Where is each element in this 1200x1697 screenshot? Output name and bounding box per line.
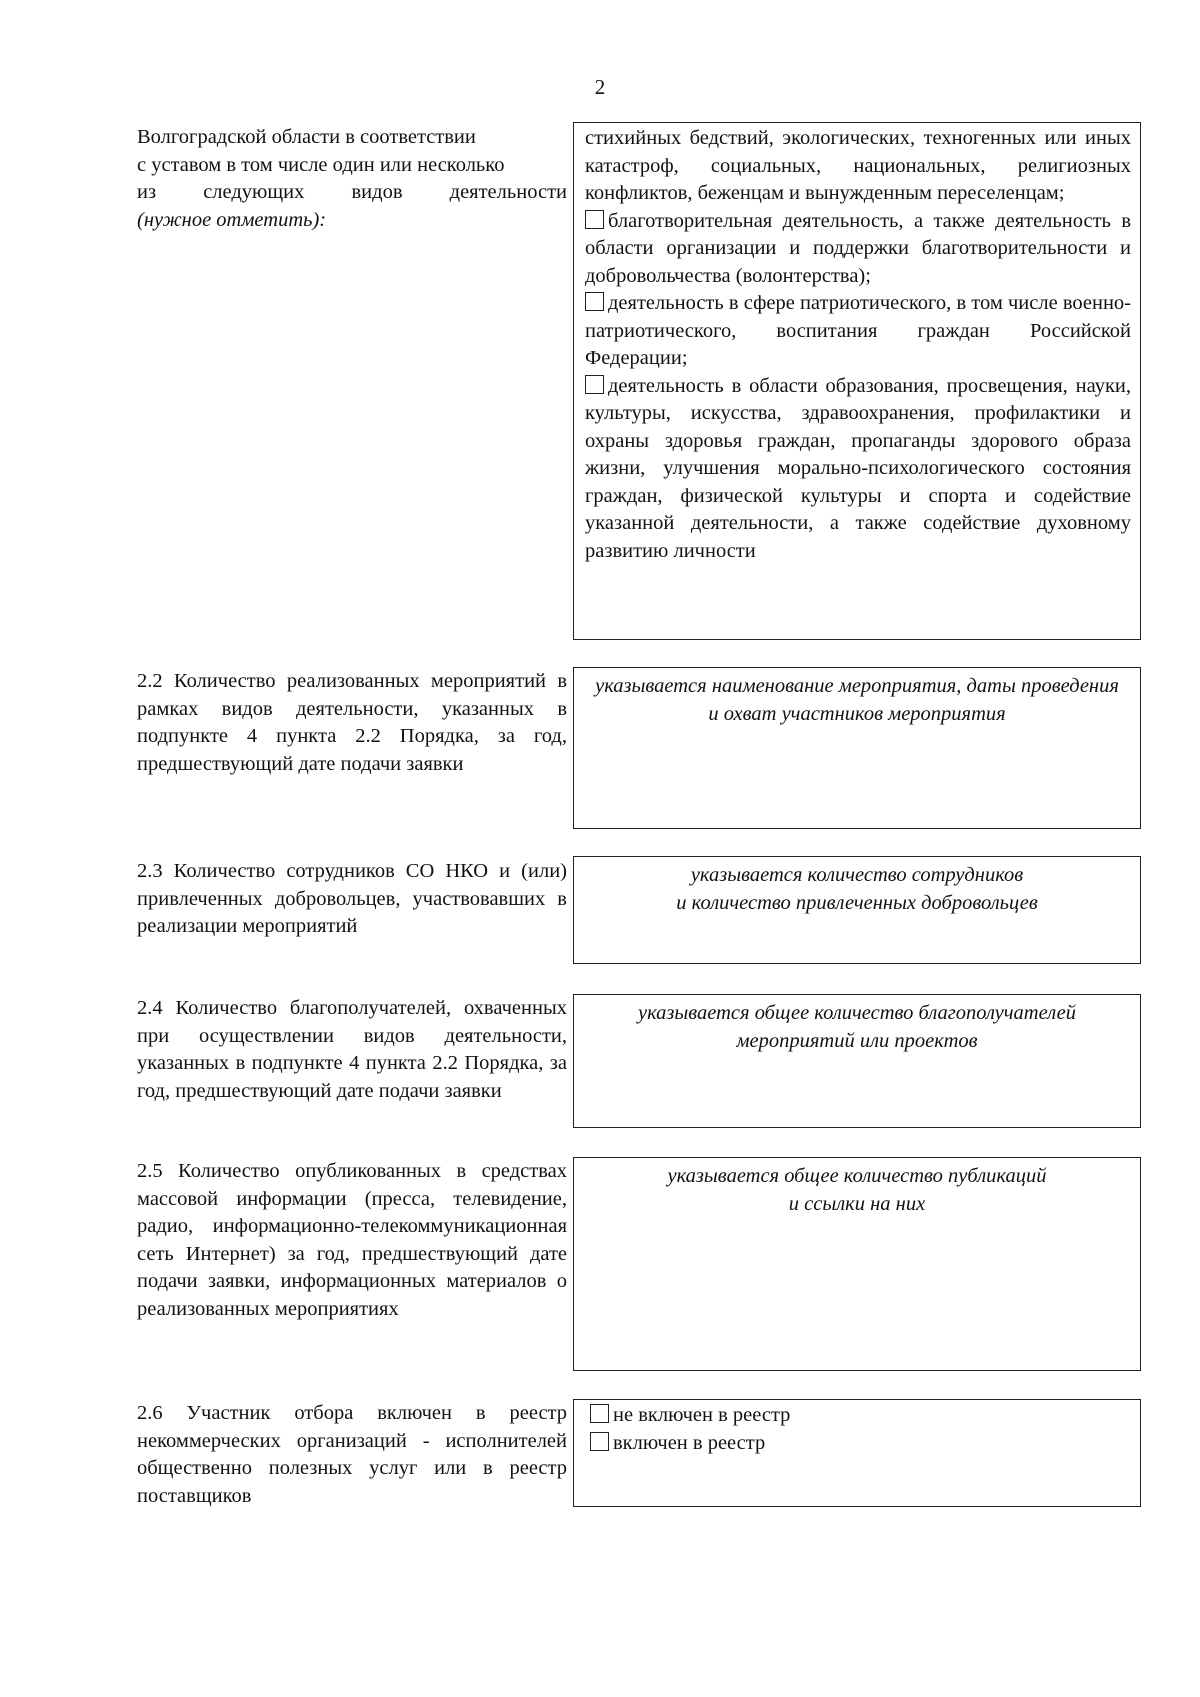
checkbox[interactable] xyxy=(590,1432,609,1451)
page-number: 2 xyxy=(594,75,606,99)
option-patriotic xyxy=(585,290,1131,373)
option-label: деятельность в сфере патриотического, в том числе военно-патриотического, воспитания граждан Российской Федерации; xyxy=(585,292,1131,369)
checkbox[interactable] xyxy=(585,210,604,229)
row-2-3-label: 2.3 Количество сотрудников СО НКО и (или) привлеченных добровольцев, участвовавших в реализации мероприятий xyxy=(137,860,567,937)
checkbox[interactable] xyxy=(585,292,604,311)
option-education xyxy=(585,373,1131,566)
row-2-6-box xyxy=(573,1399,1141,1507)
row-2-5-hint-line: указывается общее количество публикаций xyxy=(667,1165,1047,1187)
checkbox[interactable] xyxy=(585,375,604,394)
row-2-2-hint: указывается наименование мероприятия, даты проведения и охват участников мероприятия xyxy=(595,675,1119,725)
continuation-text: стихийных бедствий, экологических, техногенных или иных катастроф, социальных, национальных, религиозных конфликтов, беженцам и вынужденным переселенцам; xyxy=(585,127,1131,204)
intro-line: с уставом в том числе один или несколько xyxy=(137,153,505,176)
option-label: включен в реестр xyxy=(613,1431,766,1454)
option-included xyxy=(590,1430,1131,1458)
option-not-included xyxy=(590,1402,1131,1430)
intro-note: (нужное отметить): xyxy=(137,208,327,231)
row-2-4-hint-line: указывается общее количество благополучателей xyxy=(637,1002,1077,1024)
option-label: деятельность в области образования, просвещения, науки, культуры, искусства, здравоохранения, профилактики и охраны здоровья граждан, пропаганды здорового образа жизни, улучшения морально-психологического состояния граждан, физической культуры и спорта и содействие указанной деятельности, а также содействие духовному развитию личности xyxy=(585,374,1131,562)
intro-line: из следующих видов деятельности xyxy=(137,181,567,203)
option-label: не включен в реестр xyxy=(613,1404,791,1426)
intro-line: Волгоградской области в соответствии xyxy=(137,126,476,148)
row-2-3-box[interactable] xyxy=(573,856,1141,964)
row-2-3-hint-line: указывается количество сотрудников xyxy=(690,864,1024,886)
row-2-5-hint-line: и ссылки на них xyxy=(788,1192,926,1215)
activity-types-box xyxy=(573,122,1141,640)
option-charity xyxy=(585,208,1131,291)
row-2-5-label: 2.5 Количество опубликованных в средствах массовой информации (пресса, телевидение, радио, информационно-телекоммуникационная сеть Интернет) за год, предшествующий дате подачи заявки, информационных материалов о реализованных мероприятиях xyxy=(137,1160,567,1320)
row-2-3-hint-line: и количество привлеченных добровольцев xyxy=(676,891,1038,914)
option-label: благотворительная деятельность, а также деятельность в области организации и поддержки благотворительности и добровольчества (волонтерства); xyxy=(585,209,1131,287)
row-2-2-label: 2.2 Количество реализованных мероприятий в рамках видов деятельности, указанных в подпункте 4 пункта 2.2 Порядка, за год, предшествующий дате подачи заявки xyxy=(137,670,567,775)
checkbox[interactable] xyxy=(590,1404,609,1423)
intro-left-text xyxy=(137,124,567,234)
row-2-6-label: 2.6 Участник отбора включен в реестр некоммерческих организаций - исполнителей общественно полезных услуг или в реестр поставщиков xyxy=(137,1402,567,1507)
row-2-2-box[interactable] xyxy=(573,667,1141,829)
row-2-5-box[interactable] xyxy=(573,1157,1141,1371)
row-2-4-label: 2.4 Количество благополучателей, охваченных при осуществлении видов деятельности, указанных в подпункте 4 пункта 2.2 Порядка, за год, предшествующий дате подачи заявки xyxy=(137,997,567,1102)
row-2-4-hint-line: мероприятий или проектов xyxy=(736,1029,978,1052)
row-2-4-box[interactable] xyxy=(573,994,1141,1128)
